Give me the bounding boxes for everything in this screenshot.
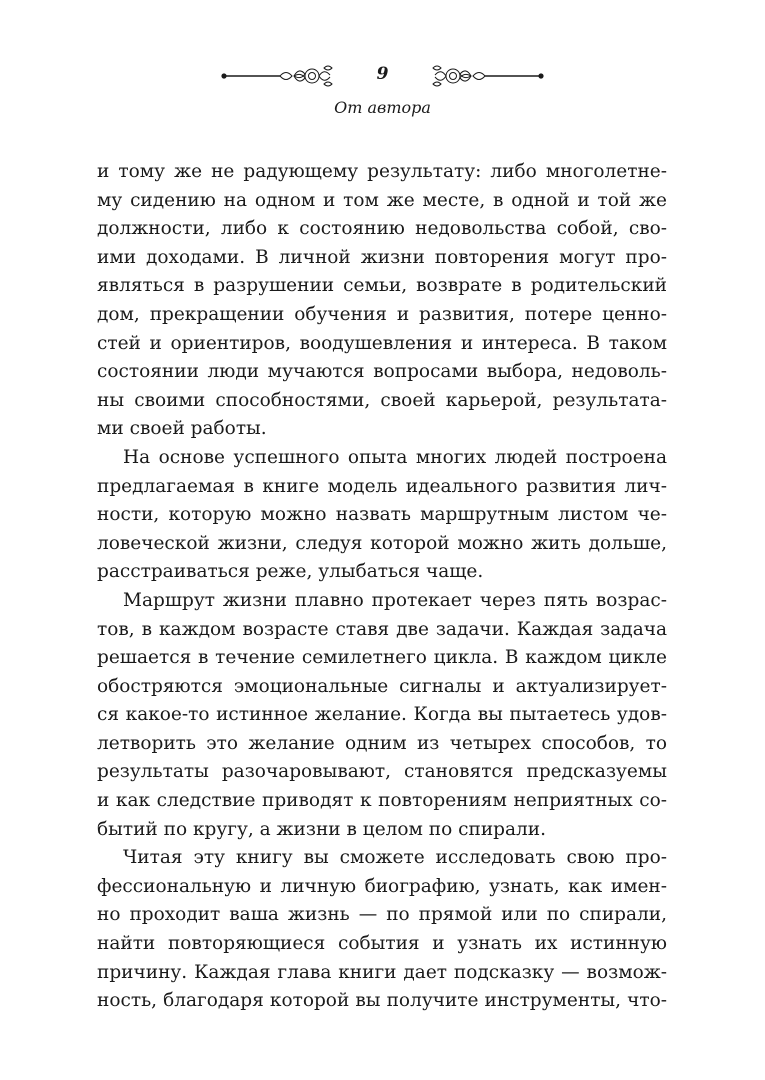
text-line: причину. Каждая глава книги дает подсказку — возмож- [97,961,667,983]
text-line: Маршрут жизни плавно протекает через пять возрас- [123,589,667,611]
text-line: найти повторяющиеся события и узнать их истинную [97,933,667,955]
text-line: бытий по кругу, а жизни в целом по спирали. [97,818,547,840]
text-line: ловеческой жизни, следуя которой можно жить дольше, [97,532,667,554]
text-line: ность, благодаря которой вы получите инструменты, что- [97,990,667,1012]
paragraph [97,587,667,844]
paragraph [97,158,667,444]
text-line: тов, в каждом возрасте ставя две задачи. Каждая задача [97,618,667,640]
text-line: должности, либо к состоянию недовольства собой, сво- [97,218,667,240]
text-line: обостряются эмоциональные сигналы и актуализирует- [97,675,667,697]
text-line: летворить это желание одним из четырех способов, то [97,732,667,754]
text-line: являться в разрушении семьи, возврате в родительский [97,275,667,297]
text-line: ми своей работы. [97,418,267,440]
text-line: решается в течение семилетнего цикла. В каждом цикле [97,647,667,669]
running-title: От автора [334,98,431,117]
paragraph [97,844,667,1016]
body-text [97,158,667,1016]
page-header [0,58,765,128]
text-line: Читая эту книгу вы сможете исследовать свою про- [123,847,667,869]
text-line: ими доходами. В личной жизни повторения могут про- [97,246,667,268]
text-line: ся какое-то истинное желание. Когда вы пытаетесь удов- [97,704,667,726]
text-line: фессиональную и личную биографию, узнать, как имен- [97,875,667,897]
text-line: и тому же не радующему результату: либо многолетне- [97,161,667,182]
text-line: На основе успешного опыта многих людей построена [123,446,667,468]
text-line: дом, прекращении обучения и развития, потере ценно- [97,303,667,325]
text-line: и как следствие приводят к повторениям неприятных со- [97,790,667,812]
text-line: результаты разочаровывают, становятся предсказуемы [97,761,667,783]
text-line: му сидению на одном и том же месте, в одной и той же [97,189,667,211]
paragraph [97,444,667,587]
text-line: состоянии люди мучаются вопросами выбора, недоволь- [97,361,667,383]
text-line: ности, которую можно назвать маршрутным листом че- [97,504,667,526]
page-number: 9 [376,64,389,84]
text-line: ны своими способностями, своей карьерой, результата- [97,389,667,411]
text-line: стей и ориентиров, воодушевления и интереса. В таком [97,332,667,354]
text-line: расстраиваться реже, улыбаться чаще. [97,561,484,583]
text-line: предлагаемая в книге модель идеального развития лич- [97,475,667,497]
text-line: но проходит ваша жизнь — по прямой или по спирали, [97,904,667,926]
